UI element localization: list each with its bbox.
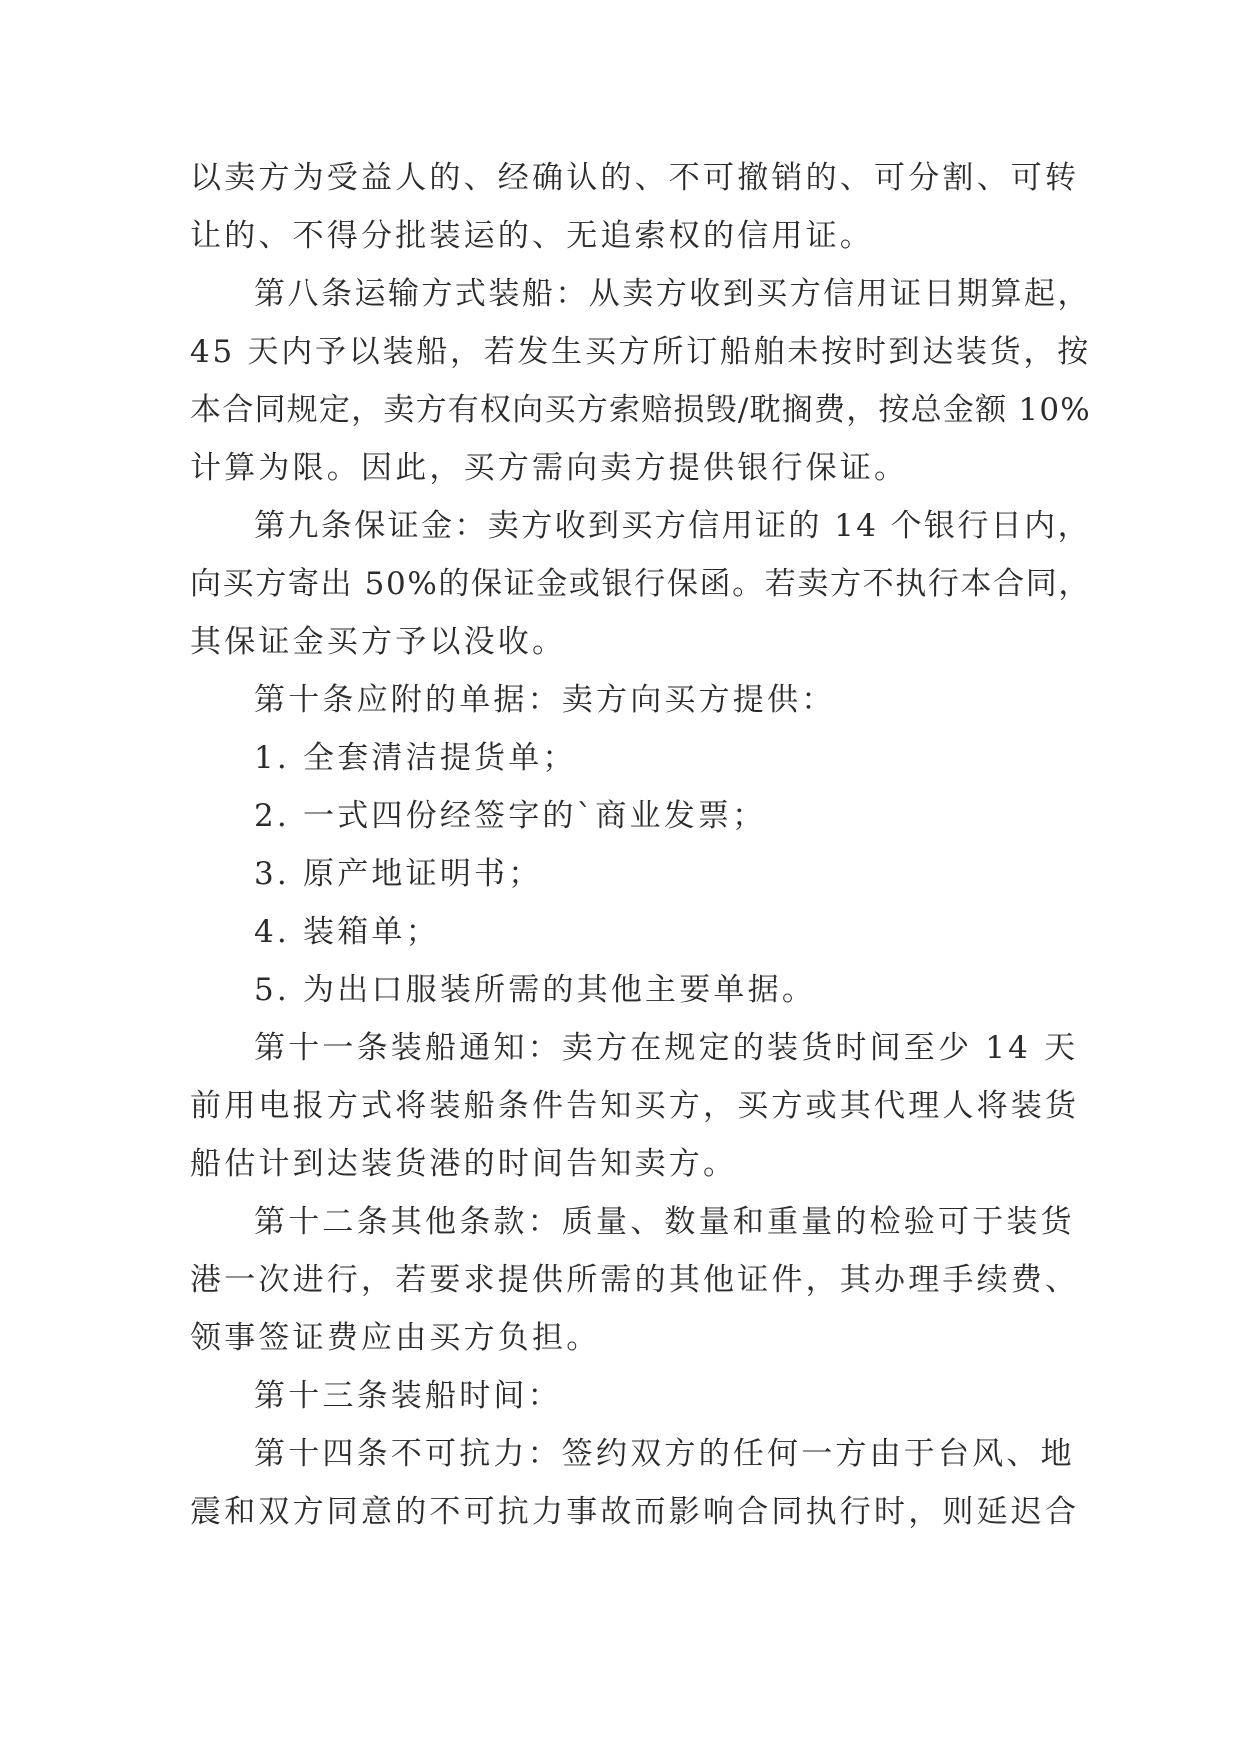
paragraph-line: 前用电报方式将装船条件告知买方，买方或其代理人将装货 — [190, 1088, 1080, 1124]
article-11-heading: 第十一条装船通知：卖方在规定的装货时间至少 14 天 — [254, 1030, 1079, 1066]
paragraph-line: 港一次进行，若要求提供所需的其他证件，其办理手续费、 — [190, 1262, 1080, 1298]
paragraph-line: 其保证金买方予以没收。 — [190, 624, 567, 660]
list-item: 2. 一式四份经签字的`商业发票； — [254, 798, 767, 834]
article-8-heading: 第八条运输方式装船：从卖方收到买方信用证日期算起， — [254, 276, 1091, 312]
paragraph-line: 45 天内予以装船，若发生买方所订船舶未按时到达装货，按 — [190, 334, 1091, 370]
article-13-heading: 第十三条装船时间： — [254, 1378, 562, 1414]
list-item: 3. 原产地证明书； — [254, 856, 543, 892]
paragraph-line: 计算为限。因此，买方需向卖方提供银行保证。 — [190, 450, 909, 486]
paragraph-line: 本合同规定，卖方有权向买方索赔损毁/耽搁费，按总金额 10% — [190, 392, 1091, 428]
list-item: 1. 全套清洁提货单； — [254, 740, 577, 776]
paragraph-line: 以卖方为受益人的、经确认的、不可撤销的、可分割、可转 — [190, 160, 1080, 196]
paragraph-line: 领事签证费应由买方负担。 — [190, 1320, 601, 1356]
paragraph-line: 让的、不得分批装运的、无追索权的信用证。 — [190, 218, 874, 254]
article-9-heading: 第九条保证金：卖方收到买方信用证的 14 个银行日内， — [254, 508, 1091, 544]
paragraph-line: 船估计到达装货港的时间告知卖方。 — [190, 1146, 738, 1182]
list-item: 4. 装箱单； — [254, 914, 440, 950]
article-14-heading: 第十四条不可抗力：签约双方的任何一方由于台风、地 — [254, 1436, 1075, 1472]
paragraph-line: 向买方寄出 50%的保证金或银行保函。若卖方不执行本合同， — [190, 566, 1091, 602]
list-item: 5. 为出口服装所需的其他主要单据。 — [254, 972, 817, 1008]
article-10-heading: 第十条应附的单据：卖方向买方提供： — [254, 682, 836, 718]
paragraph-line: 震和双方同意的不可抗力事故而影响合同执行时，则延迟合 — [190, 1494, 1080, 1530]
article-12-heading: 第十二条其他条款：质量、数量和重量的检验可于装货 — [254, 1204, 1075, 1240]
